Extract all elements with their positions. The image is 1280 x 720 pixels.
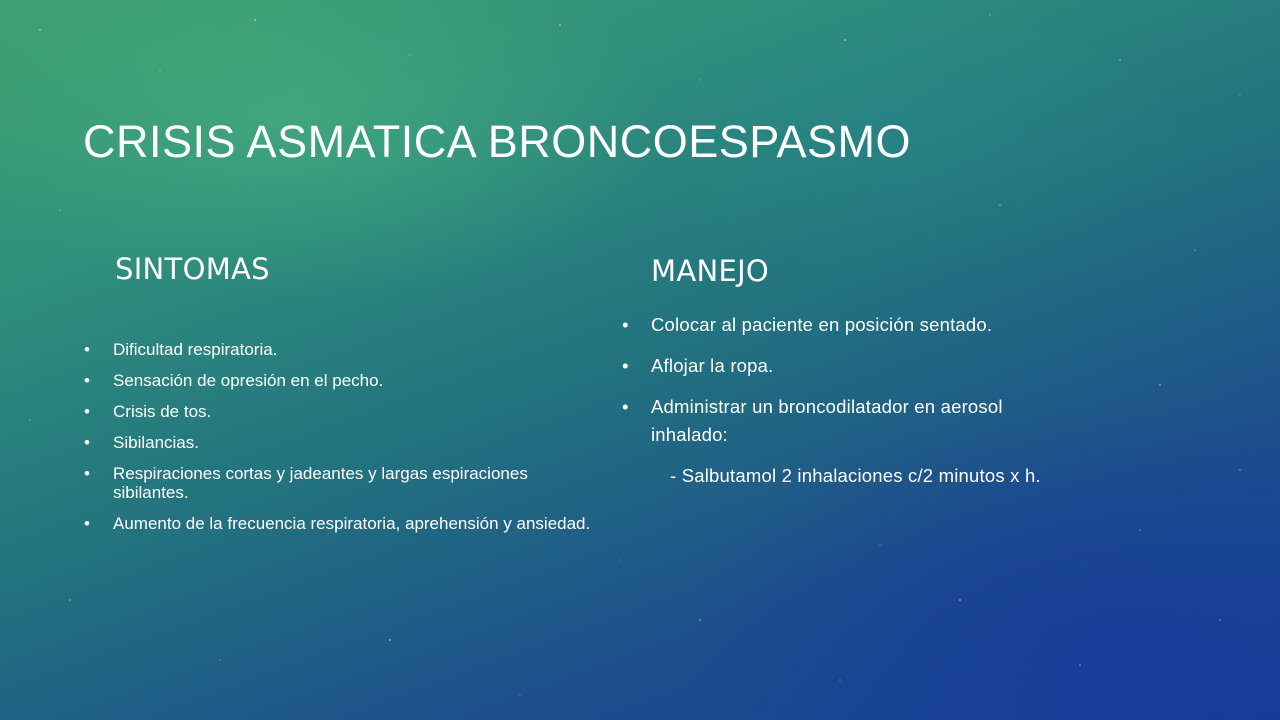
- list-item: • Crisis de tos.: [113, 402, 603, 421]
- list-item: • Sibilancias.: [113, 433, 603, 452]
- list-item: • Respiraciones cortas y jadeantes y largas espiraciones sibilantes.: [113, 464, 603, 502]
- dosage-note: - Salbutamol 2 inhalaciones c/2 minutos x h.: [670, 465, 1041, 486]
- sintomas-list: [113, 340, 603, 545]
- list-item: • Administrar un broncodilatador en aerosol inhalado:: [651, 393, 1081, 449]
- manejo-list: [651, 311, 1081, 462]
- sintomas-heading: SINTOMAS: [115, 252, 270, 286]
- list-item: • Colocar al paciente en posición sentado.: [651, 311, 1081, 339]
- list-item: • Aumento de la frecuencia respiratoria, aprehensión y ansiedad.: [113, 514, 603, 533]
- manejo-heading: MANEJO: [651, 254, 770, 288]
- list-item: • Sensación de opresión en el pecho.: [113, 371, 603, 390]
- slide-title: CRISIS ASMATICA BRONCOESPASMO: [83, 116, 911, 167]
- list-item: • Dificultad respiratoria.: [113, 340, 603, 359]
- list-item: • Aflojar la ropa.: [651, 352, 1081, 380]
